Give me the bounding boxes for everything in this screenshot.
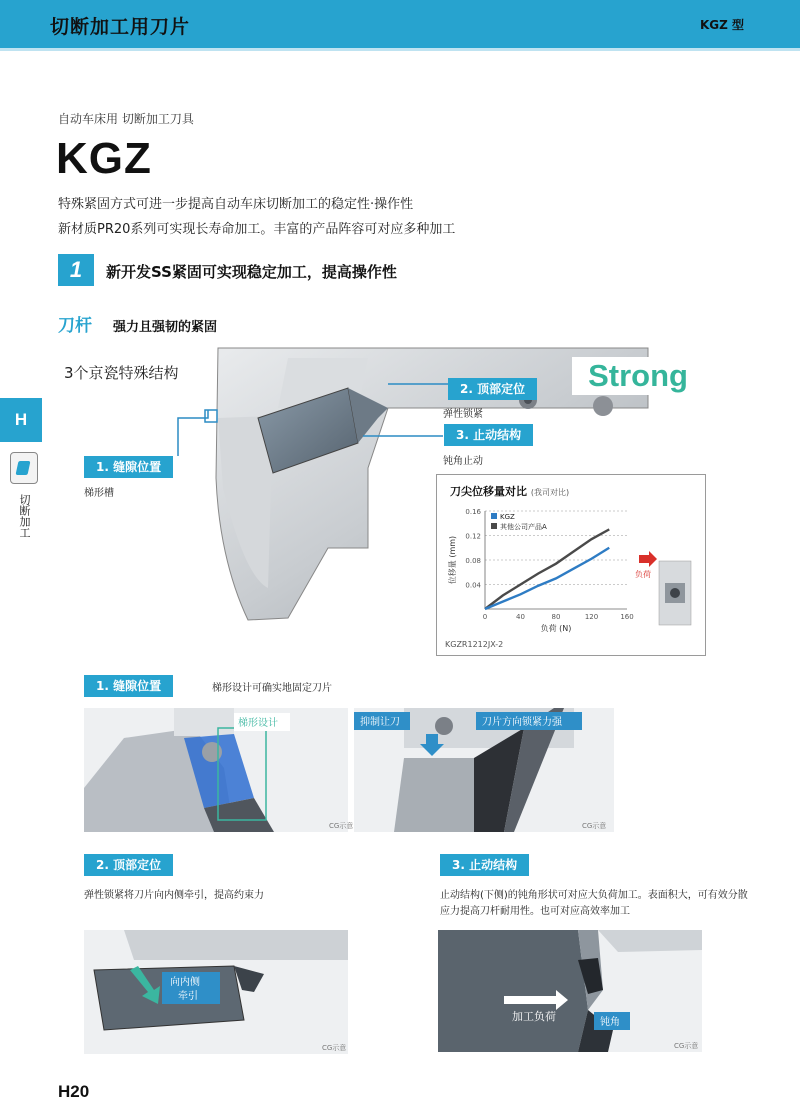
structures-heading: 3个京瓷特殊结构 [64, 364, 179, 382]
gap-detail-text: 梯形设计可确实地固定刀片 [212, 683, 332, 694]
y-tick-label: 0.16 [465, 508, 481, 516]
product-name: KGZ [56, 134, 152, 183]
header-rule [0, 48, 800, 51]
cg-note: CG示意 [674, 1042, 699, 1050]
chart-title [450, 483, 569, 499]
top-positioning-caption: 弹性锁紧 [443, 409, 483, 420]
blunt-callout: 钝角 [600, 1017, 620, 1028]
chart-model-code: KGZR1212JX-2 [445, 640, 504, 649]
series-line [485, 529, 609, 609]
stop-structure-caption: 钝角止动 [443, 456, 483, 467]
legend-swatch [491, 523, 497, 529]
x-tick-label: 120 [584, 613, 599, 621]
load-arrow-icon [639, 551, 657, 567]
stop-detail-text-1: 止动结构(下侧)的钝角形状可对应大负荷加工。表面积大，可有效分散 [440, 890, 748, 901]
legend-entry: KGZ [500, 513, 515, 521]
top-detail-text: 弹性锁紧将刀片向内侧牵引，提高约束力 [84, 890, 264, 901]
top-positioning-label: 2. 顶部定位 [448, 378, 537, 400]
stop-detail-text-2: 应力提高刀杆耐用性。也可对应高效率加工 [440, 906, 630, 917]
cg-note: CG示意 [582, 822, 607, 830]
displacement-chart [437, 499, 705, 639]
displacement-chart-box [436, 474, 706, 656]
legend-swatch [491, 513, 497, 519]
y-tick-label: 0.08 [465, 557, 481, 565]
x-tick-label: 0 [482, 613, 488, 621]
cg-note: CG示意 [329, 822, 354, 830]
x-tick-label: 160 [620, 613, 634, 621]
gap-detail-label: 1. 缝隙位置 [84, 675, 173, 697]
load-label: 负荷 [635, 570, 651, 579]
gap-position-caption: 梯形槽 [84, 488, 114, 499]
lock-callout: 刀片方向锁紧力强 [482, 717, 562, 728]
series-line [485, 548, 609, 609]
x-tick-label: 40 [516, 613, 525, 621]
section-tab[interactable]: H [0, 398, 42, 442]
section-tab-label: 切断加工 [18, 494, 31, 538]
page-title: 切断加工用刀片 [50, 16, 191, 38]
holder-heading: 刀杆 [58, 316, 92, 336]
product-description-2: 新材质PR20系列可实现长寿命加工。丰富的产品阵容可对应多种加工 [58, 222, 456, 237]
lock-force-illustration [354, 708, 614, 832]
x-axis-label: 负荷 (N) [540, 624, 572, 633]
feature-number-badge: 1 [58, 254, 94, 286]
stop-structure-label: 3. 止动结构 [444, 424, 533, 446]
chart-title-text: 刀尖位移量对比 [450, 485, 527, 498]
x-tick-label: 80 [551, 613, 561, 621]
gap-position-label: 1. 缝隙位置 [84, 456, 173, 478]
holder-subheading: 强力且强韧的紧固 [113, 320, 218, 335]
cutoff-tool-icon [10, 452, 38, 484]
y-tick-label: 0.04 [465, 581, 481, 590]
inward-pull-illustration [84, 930, 348, 1054]
blunt-angle-illustration [438, 930, 702, 1052]
top-detail-label: 2. 顶部定位 [84, 854, 173, 876]
trapezoid-illustration [84, 708, 354, 832]
feature-title: 新开发SS紧固可实现稳定加工，提高操作性 [106, 263, 397, 281]
screw-icon [670, 588, 680, 598]
type-label: KGZ 型 [700, 18, 745, 32]
y-axis-label: 位移量 (mm) [448, 535, 457, 585]
page-number: H20 [58, 1082, 90, 1101]
legend-entry: 其他公司产品A [500, 523, 547, 531]
pull-callout-1: 向内侧 [170, 977, 200, 988]
trapezoid-callout: 梯形设计 [238, 718, 278, 729]
strong-badge: Strong [572, 357, 704, 395]
chart-title-note: (我司对比) [530, 488, 570, 497]
suppress-callout: 抑制让刀 [360, 717, 400, 728]
product-subtitle: 自动车床用 切断加工刀具 [58, 112, 194, 126]
pull-callout-2: 牵引 [178, 991, 198, 1002]
y-tick-label: 0.12 [465, 532, 481, 541]
product-description-1: 特殊紧固方式可进一步提高自动车床切断加工的稳定性·操作性 [58, 197, 414, 212]
stop-detail-label: 3. 止动结构 [440, 854, 529, 876]
cg-note: CG示意 [322, 1044, 347, 1052]
load-callout: 加工负荷 [512, 1010, 556, 1023]
